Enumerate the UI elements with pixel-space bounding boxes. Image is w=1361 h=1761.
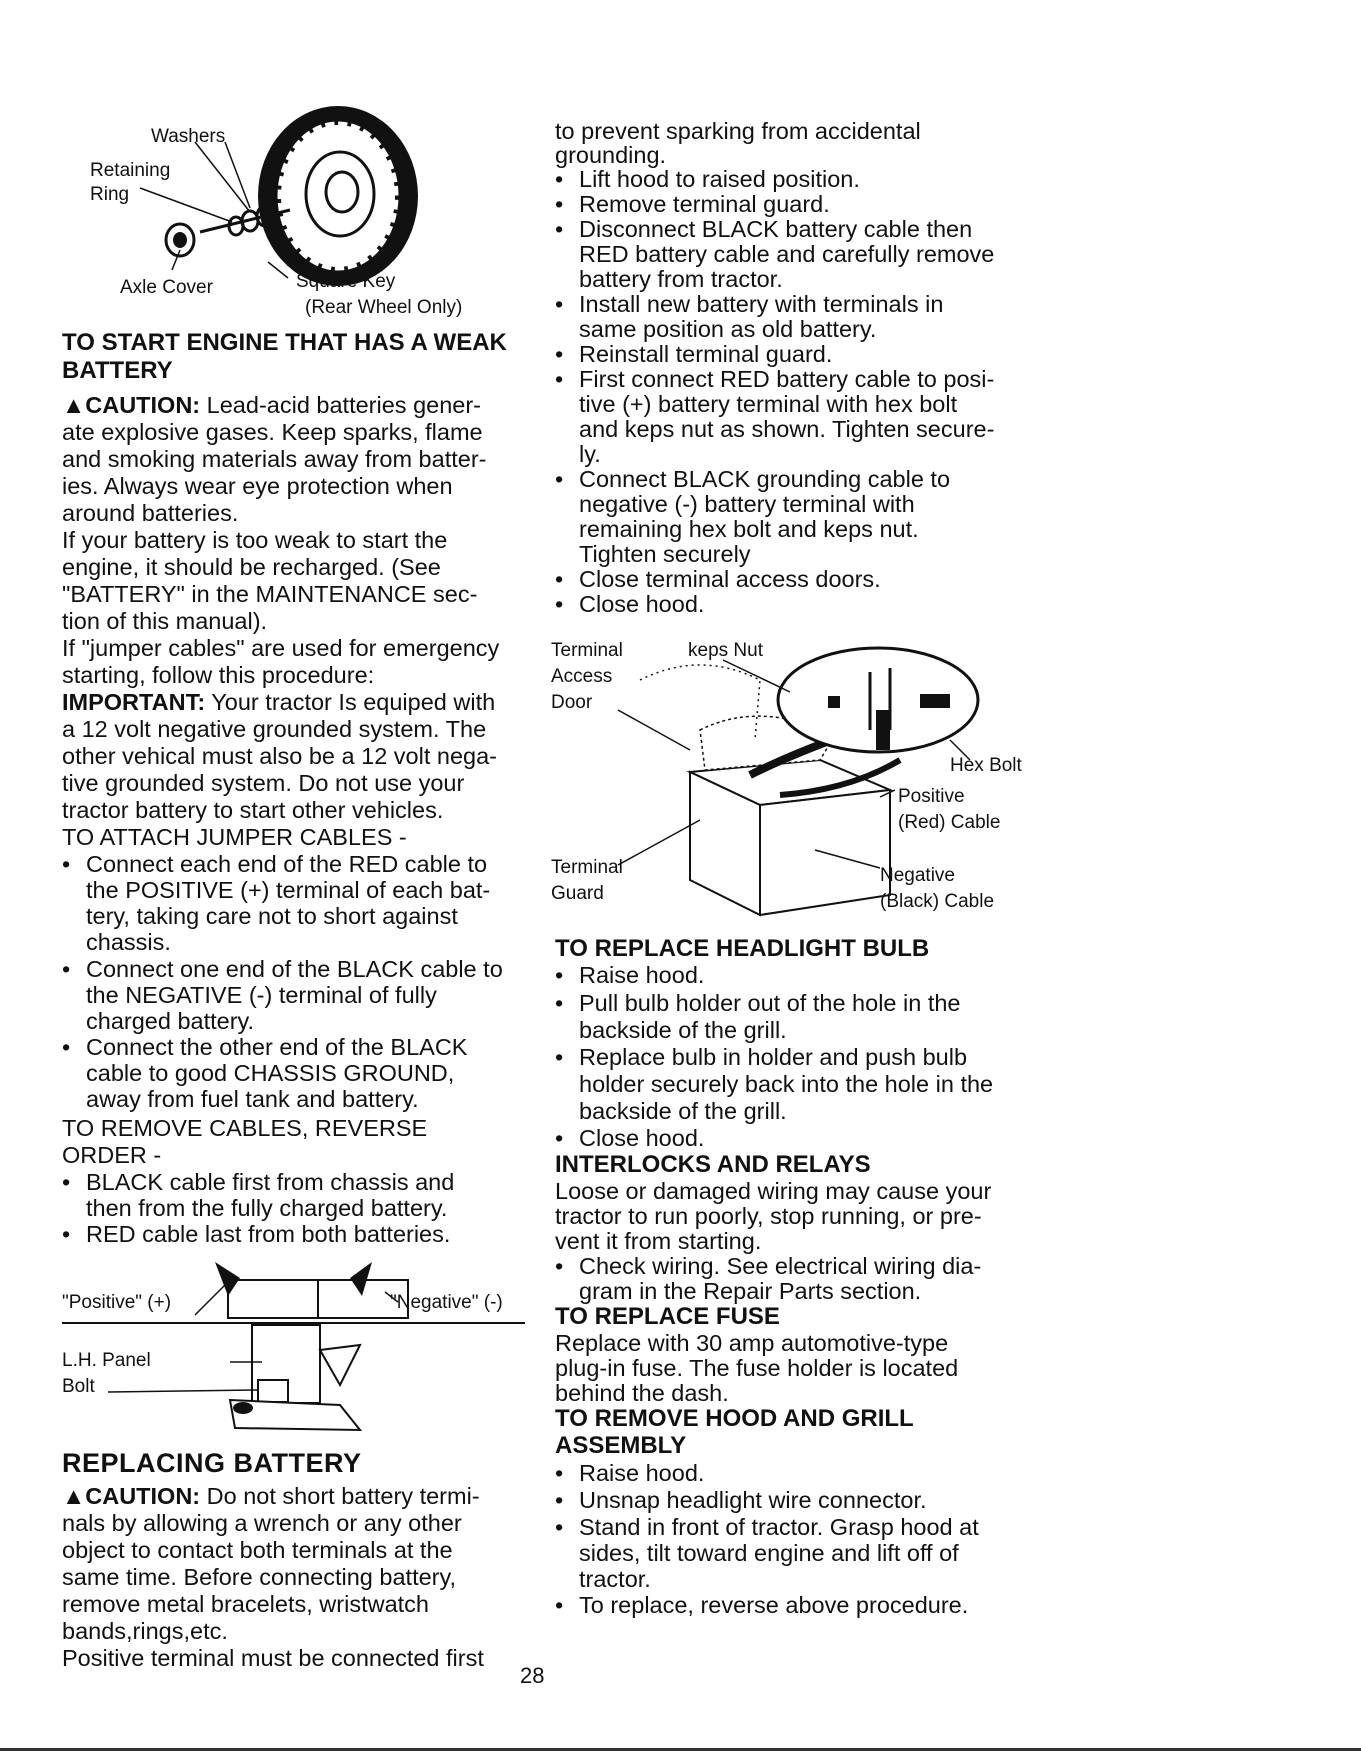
terminal-access-door-label-1: Terminal: [551, 640, 623, 661]
terminal-access-door-label-2: Access: [551, 666, 613, 687]
list-item: then from the fully charged battery.: [86, 1195, 448, 1221]
caution-line: ▲CAUTION: Lead-acid batteries gener-: [62, 392, 482, 418]
list-item: remaining hex bolt and keps nut.: [579, 516, 919, 542]
remove-cables-heading: ORDER -: [62, 1142, 162, 1168]
negative-terminal-label: "Negative" (-): [390, 1292, 503, 1313]
terminal-access-door-label-3: Door: [551, 692, 593, 713]
list-item: tractor.: [579, 1566, 651, 1592]
caution-triangle-icon: ▲: [62, 392, 86, 418]
positive-cable-label-1: Positive: [898, 786, 965, 807]
rear-wheel-only-label: (Rear Wheel Only): [305, 297, 463, 318]
list-item: negative (-) battery terminal with: [579, 491, 915, 517]
attach-cables-heading: TO ATTACH JUMPER CABLES -: [62, 824, 407, 850]
list-item: Tighten securely: [579, 541, 751, 567]
body-text: object to contact both terminals at the: [62, 1537, 453, 1563]
positive-cable-label-2: (Red) Cable: [898, 812, 1001, 833]
list-item: • Pull bulb holder out of the hole in the: [555, 990, 961, 1016]
body-text: vent it from starting.: [555, 1228, 762, 1254]
list-item: away from fuel tank and battery.: [86, 1086, 419, 1112]
replacing-caution-line: ▲CAUTION: Do not short battery termi-: [62, 1483, 480, 1509]
list-item: sides, tilt toward engine and lift off of: [579, 1540, 959, 1566]
list-item: RED battery cable and carefully remove: [579, 241, 995, 267]
list-item: • First connect RED battery cable to posi-: [555, 366, 995, 392]
list-item: • Connect BLACK grounding cable to: [555, 466, 951, 492]
body-text: tion of this manual).: [62, 608, 268, 634]
list-item: chassis.: [86, 929, 171, 955]
body-text: If "jumper cables" are used for emergency: [62, 635, 500, 661]
list-item: • Remove terminal guard.: [555, 191, 830, 217]
page-number: 28: [520, 1663, 545, 1688]
list-item: • Disconnect BLACK battery cable then: [555, 216, 973, 242]
caution-triangle-icon: ▲: [62, 1483, 86, 1509]
list-item: gram in the Repair Parts section.: [579, 1278, 922, 1304]
list-item: the NEGATIVE (-) terminal of fully: [86, 982, 437, 1008]
body-text: "BATTERY" in the MAINTENANCE sec-: [62, 581, 478, 607]
headlight-heading: TO REPLACE HEADLIGHT BULB: [555, 935, 930, 962]
body-text: other vehical must also be a 12 volt nega-: [62, 743, 498, 769]
fuse-heading: TO REPLACE FUSE: [555, 1303, 780, 1330]
list-item: • To replace, reverse above procedure.: [555, 1592, 969, 1618]
terminal-guard-label-2: Guard: [551, 883, 604, 904]
body-text: grounding.: [555, 142, 667, 168]
list-item: • Close terminal access doors.: [555, 566, 881, 592]
list-item: • Stand in front of tractor. Grasp hood at: [555, 1514, 979, 1540]
list-item: • Close hood.: [555, 1125, 705, 1151]
body-text: a 12 volt negative grounded system. The: [62, 716, 487, 742]
list-item: • RED cable last from both batteries.: [62, 1221, 451, 1247]
negative-cable-label-1: Negative: [880, 865, 955, 886]
list-item: • Close hood.: [555, 591, 705, 617]
body-text: tive grounded system. Do not use your: [62, 770, 465, 796]
list-item: • Connect one end of the BLACK cable to: [62, 956, 503, 982]
list-item: • Raise hood.: [555, 962, 705, 988]
list-item: backside of the grill.: [579, 1098, 787, 1124]
body-text: If your battery is too weak to start the: [62, 527, 448, 553]
retaining-ring-label-2: Ring: [90, 184, 130, 205]
important-label: IMPORTANT:: [62, 689, 206, 715]
body-text: nals by allowing a wrench or any other: [62, 1510, 462, 1536]
negative-cable-label-2: (Black) Cable: [880, 891, 995, 912]
list-item: • Replace bulb in holder and push bulb: [555, 1044, 968, 1070]
list-item: tery, taking care not to short against: [86, 903, 458, 929]
washers-label: Washers: [151, 126, 226, 147]
body-text: plug-in fuse. The fuse holder is located: [555, 1355, 959, 1381]
hood-heading-1: TO REMOVE HOOD AND GRILL: [555, 1405, 914, 1432]
body-text: tractor battery to start other vehicles.: [62, 797, 444, 823]
terminal-guard-label-1: Terminal: [551, 857, 623, 878]
remove-cables-heading: TO REMOVE CABLES, REVERSE: [62, 1115, 428, 1141]
list-item: tive (+) battery terminal with hex bolt: [579, 391, 958, 417]
keps-nut-label: keps Nut: [688, 640, 763, 661]
bottom-rule: [0, 1748, 1361, 1751]
body-text: Replace with 30 amp automotive-type: [555, 1330, 949, 1356]
caution-text: around batteries.: [62, 500, 239, 526]
body-text: bands,rings,etc.: [62, 1618, 228, 1644]
positive-terminal-label: "Positive" (+): [62, 1292, 172, 1313]
body-text: to prevent sparking from accidental: [555, 118, 921, 144]
body-text: Loose or damaged wiring may cause your: [555, 1178, 992, 1204]
hood-heading-2: ASSEMBLY: [555, 1432, 687, 1459]
list-item: charged battery.: [86, 1008, 255, 1034]
axle-cover-label: Axle Cover: [120, 277, 213, 298]
list-item: • Check wiring. See electrical wiring dia-: [555, 1253, 982, 1279]
list-item: • Reinstall terminal guard.: [555, 341, 833, 367]
important-line: IMPORTANT: Your tractor Is equiped with: [62, 689, 496, 715]
square-key-label: Square Key: [296, 271, 396, 292]
hex-bolt-label: Hex Bolt: [950, 755, 1022, 776]
replacing-battery-heading: REPLACING BATTERY: [62, 1448, 362, 1478]
list-item: • BLACK cable first from chassis and: [62, 1169, 455, 1195]
list-item: • Lift hood to raised position.: [555, 166, 860, 192]
panel-label-2: Bolt: [62, 1376, 95, 1397]
body-text: engine, it should be recharged. (See: [62, 554, 441, 580]
list-item: same position as old battery.: [579, 316, 877, 342]
interlocks-heading: INTERLOCKS AND RELAYS: [555, 1151, 871, 1178]
panel-label-1: L.H. Panel: [62, 1350, 151, 1371]
list-item: the POSITIVE (+) terminal of each bat-: [86, 877, 491, 903]
list-item: battery from tractor.: [579, 266, 783, 292]
list-item: • Raise hood.: [555, 1460, 705, 1486]
body-text: behind the dash.: [555, 1380, 729, 1406]
list-item: • Connect the other end of the BLACK: [62, 1034, 468, 1060]
caution-text: ate explosive gases. Keep sparks, flame: [62, 419, 483, 445]
list-item: • Connect each end of the RED cable to: [62, 851, 488, 877]
list-item: and keps nut as shown. Tighten secure-: [579, 416, 995, 442]
body-text: Positive terminal must be connected first: [62, 1645, 484, 1671]
caution-text: and smoking materials away from batter-: [62, 446, 487, 472]
list-item: cable to good CHASSIS GROUND,: [86, 1060, 455, 1086]
body-text: same time. Before connecting battery,: [62, 1564, 457, 1590]
retaining-ring-label-1: Retaining: [90, 160, 171, 181]
caution-text: ies. Always wear eye protection when: [62, 473, 453, 499]
weak-battery-heading-1: TO START ENGINE THAT HAS A WEAK: [62, 329, 507, 356]
caution-label: CAUTION:: [85, 392, 201, 418]
list-item: • Install new battery with terminals in: [555, 291, 944, 317]
body-text: starting, follow this procedure:: [62, 662, 375, 688]
weak-battery-heading-2: BATTERY: [62, 357, 173, 384]
list-item: holder securely back into the hole in the: [579, 1071, 994, 1097]
list-item: • Unsnap headlight wire connector.: [555, 1487, 927, 1513]
list-item: backside of the grill.: [579, 1017, 787, 1043]
list-item: ly.: [579, 441, 601, 467]
body-text: remove metal bracelets, wristwatch: [62, 1591, 429, 1617]
body-text: tractor to run poorly, stop running, or pre-: [555, 1203, 982, 1229]
